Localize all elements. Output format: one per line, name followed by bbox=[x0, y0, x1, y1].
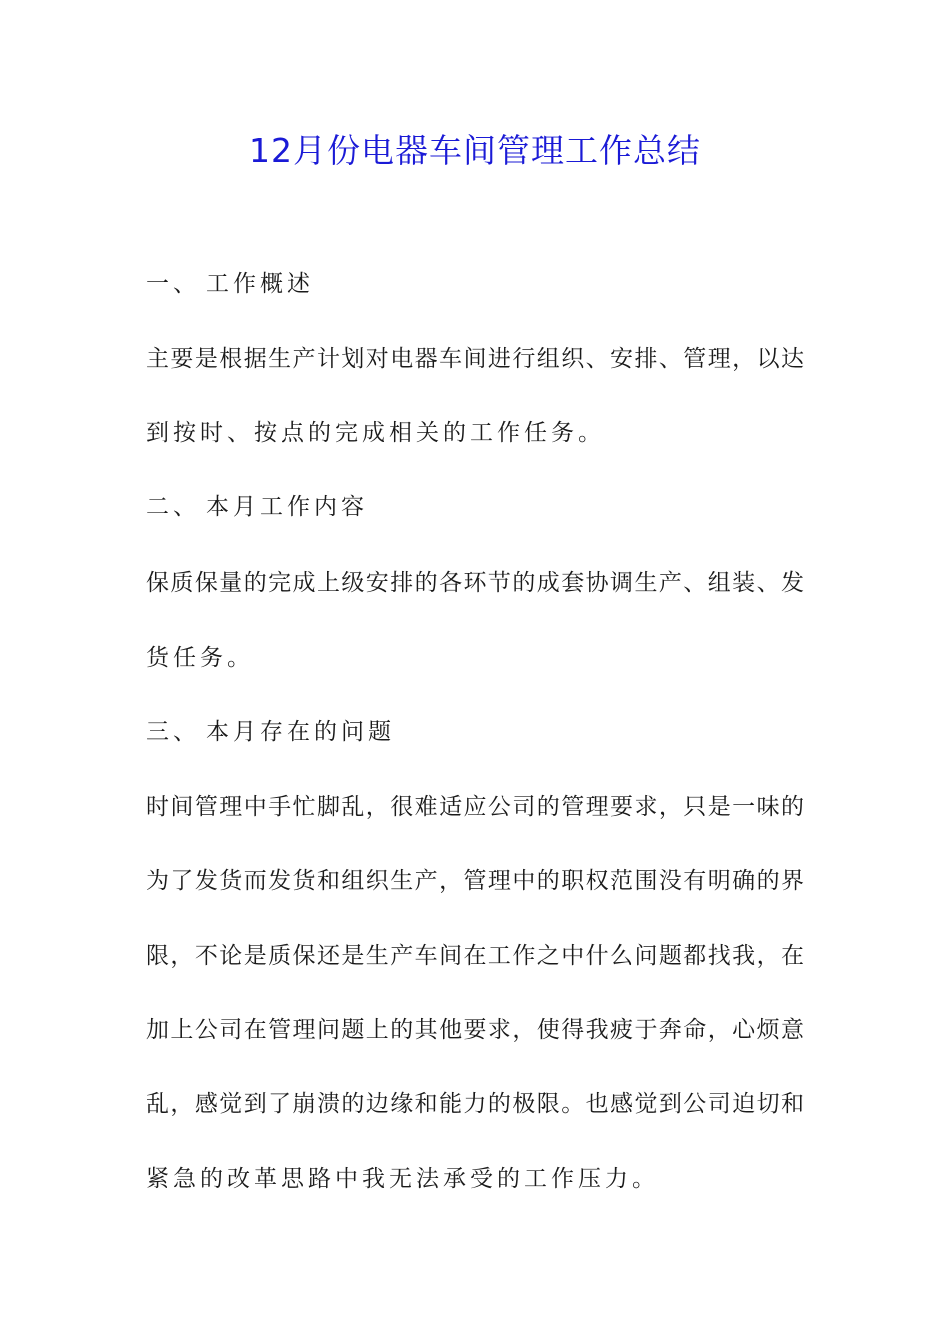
section-number: 二、 bbox=[146, 494, 200, 520]
paragraph-line: 为了发货而发货和组织生产，管理中的职权范围没有明确的界 bbox=[146, 868, 804, 894]
document-title: 12月份电器车间管理工作总结 bbox=[249, 131, 701, 170]
section-heading-text: 本月工作内容 bbox=[206, 494, 368, 520]
paragraph-line: 限，不论是质保还是生产车间在工作之中什么问题都找我，在 bbox=[146, 943, 804, 969]
section-heading bbox=[146, 714, 816, 750]
paragraph-line: 到按时、按点的完成相关的工作任务。 bbox=[146, 420, 605, 446]
section-heading-text: 本月存在的问题 bbox=[206, 719, 395, 745]
paragraph-line: 货任务。 bbox=[146, 645, 254, 671]
section-heading bbox=[146, 489, 816, 525]
paragraph-line: 主要是根据生产计划对电器车间进行组织、安排、管理，以达 bbox=[146, 346, 804, 372]
section-number: 一、 bbox=[146, 271, 200, 297]
section-heading bbox=[146, 266, 816, 302]
paragraph-line: 紧急的改革思路中我无法承受的工作压力。 bbox=[146, 1166, 659, 1192]
paragraph-line: 乱，感觉到了崩溃的边缘和能力的极限。也感觉到公司迫切和 bbox=[146, 1091, 804, 1117]
paragraph-line: 保质保量的完成上级安排的各环节的成套协调生产、组装、发 bbox=[146, 570, 804, 596]
section-heading-text: 工作概述 bbox=[206, 271, 314, 297]
paragraph-line: 时间管理中手忙脚乱，很难适应公司的管理要求，只是一味的 bbox=[146, 794, 804, 820]
section-number: 三、 bbox=[146, 719, 200, 745]
paragraph-line: 加上公司在管理问题上的其他要求，使得我疲于奔命，心烦意 bbox=[146, 1017, 804, 1043]
